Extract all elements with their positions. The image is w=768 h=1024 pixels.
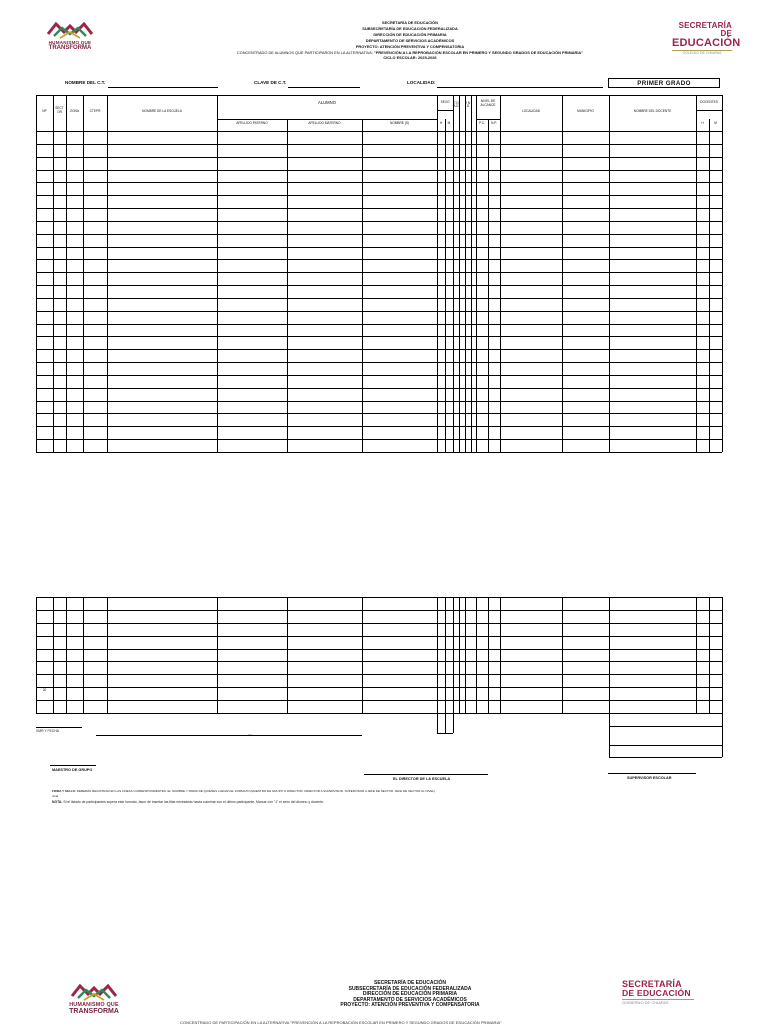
footer-logo-right-line3: GOBIERNO DE CHIAPAS: [622, 999, 694, 1005]
footer-logo-right-line2: DE EDUCACIÓN: [622, 988, 691, 998]
firma-sello-text: DEBERÁN REGISTRAR EN LAS LÍNEAS CORRESPONDIENTES, EL NOMBRE Y FIRMA DE QUIENES LLENAN EL FORMATO (MAESTRO DE GRUPO O DIRECTOR, DIRECTOR A SUPERVISOR, SUPERVISOR A JEFE DE SECTOR, JEFE DE SECTOR AL NIVEL): [76, 789, 436, 793]
footer-cut-line: CONCENTRADO DE PARTICIPACIÓN EN LA ALTERNATIVA "PREVENCIÓN A LA REPROBACIÓN ESCOLAR EN PRIMERO Y SEGUNDO GRADOS DE EDUCACIÓN PRIMARIA": [180, 1020, 502, 1024]
table-grid-line: [83, 95, 84, 452]
table-grid-line: [36, 610, 722, 611]
col-sexo-m: M: [447, 121, 451, 125]
table-grid-line: [476, 119, 500, 120]
table-grid-line: [476, 95, 477, 452]
footer-header-line-5: PROYECTO: ATENCIÓN PREVENTIVA Y COMPENSATORIA: [340, 1002, 480, 1009]
table-grid-line: [445, 597, 446, 713]
director-label: EL DIRECTOR DE LA ESCUELA: [393, 777, 451, 781]
table-grid-line: [437, 713, 438, 733]
table-grid-line: [36, 362, 722, 363]
nombre-ct-line[interactable]: [108, 87, 218, 88]
table-grid-line: [488, 597, 489, 713]
table-grid-line: [609, 757, 722, 758]
col-nombres-header: NOMBRE (S): [389, 121, 410, 125]
logo-left-line2: TRANSFORMA: [48, 45, 92, 51]
table-grid-line: [476, 597, 477, 713]
col-apellido-materno-header: APELLIDO MATERNO: [308, 121, 341, 125]
table-grid-line: [709, 597, 710, 713]
localidad-label: LOCALIDAD:: [407, 80, 436, 85]
footer-logo-left-line2: TRANSFORMA: [69, 1008, 119, 1015]
supervisor-line[interactable]: [608, 773, 696, 774]
table-grid-line: [66, 597, 67, 713]
table-grid-line: [36, 674, 722, 675]
table-grid-line: [362, 597, 363, 713]
table-grid-line: [36, 95, 722, 96]
header-line-4: DEPARTAMENTO DE SERVICIOS ACADÉMICOS: [365, 37, 455, 43]
footer-humanismo-mark-icon: [66, 982, 122, 1002]
table-grid-line: [562, 597, 563, 713]
col-ctpr-header: CTEPR: [89, 109, 101, 113]
col-municipio-header: MUNICIPIO: [577, 109, 594, 113]
col-docente-header: NOMBRE DEL DOCENTE: [633, 109, 672, 113]
col-sexo-header: SEXO: [440, 100, 450, 104]
table-grid-line: [36, 413, 722, 414]
header-line-2: SUBSECRETARÍA DE EDUCACIÓN FEDERALIZADA: [362, 25, 458, 31]
table-grid-line: [696, 95, 697, 452]
table-grid-line: [696, 110, 722, 111]
table-grid-line: [453, 597, 454, 713]
table-grid-line: [437, 733, 453, 734]
col-pc-header: P.C.: [479, 121, 485, 125]
table-grid-line: [36, 661, 722, 662]
grado-box: PRIMER GRADO: [608, 78, 720, 88]
table-grid-line: [66, 95, 67, 452]
table-grid-line: [217, 119, 437, 120]
col-localidad-header: LOCALIDAD: [521, 109, 541, 113]
clave-ct-line[interactable]: [288, 87, 360, 88]
ciclo-escolar: CICLO ESCOLAR: 2025-2026: [383, 55, 437, 61]
table-grid-line: [609, 726, 722, 727]
footer-header-line-4: DEPARTAMENTO DE SERVICIOS ACADÉMICOS: [353, 996, 467, 1003]
table-grid-line: [459, 597, 460, 713]
table-grid-line: [453, 713, 454, 733]
table-grid-line: [36, 95, 37, 452]
col-docentes-h: H: [701, 121, 704, 125]
table-grid-line: [53, 95, 54, 452]
table-grid-line: [609, 597, 610, 713]
table-grid-line: [36, 401, 722, 402]
table-grid-line: [609, 713, 610, 757]
table-grid-line: [36, 687, 722, 688]
table-grid-line: [609, 95, 610, 452]
table-grid-line: [609, 745, 722, 746]
firma-sello-note-2: nivel: [52, 794, 59, 798]
table-grid-line: [722, 713, 723, 757]
director-line[interactable]: [364, 774, 488, 775]
col-apellido-paterno-header: APELLIDO PATERNO: [236, 121, 268, 125]
col-sector-header: SECT OR: [55, 106, 64, 114]
nota-note: [52, 800, 324, 804]
firma-sello-label: FIRMA Y SELLO:: [52, 789, 76, 793]
table-grid-line: [437, 95, 438, 452]
table-grid-line: [36, 623, 722, 624]
table-grid-line: [53, 597, 54, 713]
nombre-ct-label: NOMBRE DEL C.T.: [65, 80, 106, 85]
table-grid-line: [36, 208, 722, 209]
table-grid-line: [445, 713, 446, 733]
table-grid-line: [36, 221, 722, 222]
table-grid-line: [36, 597, 37, 713]
concentrado-title: "PREVENCIÓN A LA REPROBACIÓN ESCOLAR EN PRIMERO Y SEGUNDO GRADOS DE EDUCACIÓN PRIMARIA": [373, 49, 584, 55]
table-grid-line: [36, 234, 722, 235]
table-grid-line: [36, 597, 722, 598]
table-grid-line: [500, 597, 501, 713]
col-zona-header: ZONA: [70, 109, 79, 113]
table-grid-line: [287, 597, 288, 713]
footer-logo-right-line1: SECRETARÍA: [622, 979, 682, 989]
footer-header-line-2: SUBSECRETARÍA DE EDUCACIÓN FEDERALIZADA: [348, 985, 472, 992]
maestro-label: MAESTRO DE GRUPO: [52, 768, 93, 772]
col-docentes-header: DOCENTES: [700, 100, 718, 104]
table-grid-line: [453, 95, 454, 452]
localidad-line[interactable]: [437, 87, 603, 88]
table-grid-line: [471, 95, 472, 452]
clave-ct-label: CLAVE DE C.T.: [254, 80, 287, 85]
table-grid-line: [500, 95, 501, 452]
table-grid-line: [36, 131, 722, 132]
header-line-5: PROYECTO: ATENCIÓN PREVENTIVA Y COMPENSATORIA: [355, 43, 465, 49]
col-ind-header: I N D: [465, 101, 471, 109]
footer-header-line-1: SECRETARÍA DE EDUCACIÓN: [374, 980, 446, 986]
table-grid-line: [437, 597, 438, 713]
table-grid-line: [36, 375, 722, 376]
table-grid-line: [217, 597, 218, 713]
table-grid-line: [36, 247, 722, 248]
footer-logo-left-line1: HUMANISMO QUE: [69, 1002, 119, 1008]
table-grid-line: [36, 285, 722, 286]
table-grid-line: [437, 110, 453, 111]
col-sexo-h: H: [439, 121, 443, 125]
table-grid-line: [36, 452, 722, 453]
table-grid-line: [36, 636, 722, 637]
table-grid-line: [36, 272, 722, 273]
humanismo-mark-icon: [44, 20, 96, 40]
header-line-1: SECRETARÍA DE EDUCACIÓN: [382, 20, 438, 25]
footer-secretaria-logo: [622, 980, 694, 1005]
firma-fecha-line[interactable]: [36, 727, 82, 728]
table-grid-line: [217, 95, 218, 452]
table-grid-line: [36, 439, 722, 440]
table-grid-line: [36, 311, 722, 312]
col-edad-header: E D A D: [453, 101, 459, 109]
table-grid-line: [107, 597, 108, 713]
logo-right-line3: COLEGIO DE CHIAPAS: [672, 50, 732, 56]
table-grid-line: [36, 298, 722, 299]
table-grid-line: [36, 426, 722, 427]
footer-humanismo-logo: [58, 982, 130, 1015]
concentrado-prefix: CONCENTRADO DE ALUMNOS QUE PARTICIPARON EN LA ALTERNATIVA:: [236, 49, 374, 55]
nota-label: NOTA:: [52, 800, 63, 804]
row-mark-30: 30: [42, 688, 47, 692]
table-grid-line: [696, 597, 697, 713]
table-grid-line: [36, 144, 722, 145]
supervisor-label: SUPERVISOR ESCOLAR: [627, 776, 672, 780]
table-grid-line: [562, 95, 563, 452]
secretaria-logo: [672, 21, 741, 56]
table-grid-line: [459, 95, 460, 452]
table-grid-line: [36, 182, 722, 183]
table-grid-line: [36, 324, 722, 325]
col-alumno-header: ALUMNO: [318, 100, 336, 105]
dash-mark: __: [248, 731, 252, 735]
firma-sello-note: [52, 789, 435, 793]
logo-left-line1: HUMANISMO QUE: [48, 40, 92, 45]
firma-fecha-label: VMR Y FECHA: [36, 729, 60, 733]
header-line-3: DIRECCIÓN DE EDUCACIÓN PRIMARIA: [373, 31, 447, 37]
col-np-header: NP: [42, 109, 47, 113]
table-grid-line: [36, 713, 722, 714]
document-header: [200, 20, 620, 61]
table-grid-line: [722, 95, 723, 452]
table-grid-line: [36, 649, 722, 650]
footer-header-line-3: DIRECCIÓN DE EDUCACIÓN PRIMARIA: [362, 991, 458, 998]
table-grid-line: [107, 95, 108, 452]
table-grid-line: [36, 349, 722, 350]
table-grid-line: [36, 336, 722, 337]
table-grid-line: [36, 170, 722, 171]
table-grid-line: [36, 259, 722, 260]
maestro-line[interactable]: [50, 765, 96, 766]
logo-right-line2: EDUCACIÓN: [672, 37, 741, 49]
table-grid-line: [465, 95, 466, 452]
table-grid-line: [36, 157, 722, 158]
col-np2-header: N.P.: [491, 121, 497, 125]
humanismo-logo: [35, 20, 105, 51]
table-grid-line: [722, 597, 723, 713]
footer-header: [250, 981, 570, 1009]
nota-text: Si el listado de participantes supera este formato, favor de insertar las filas necesarias hasta culminar con el último participante. Marcar con "1" el sexo del alumno y docente.: [62, 800, 325, 804]
table-grid-line: [36, 388, 722, 389]
table-grid-line: [465, 597, 466, 713]
table-grid-line: [83, 597, 84, 713]
fecha-line-long[interactable]: [96, 735, 362, 736]
col-escuela-header: NOMBRE DE LA ESCUELA: [142, 109, 182, 113]
col-docentes-m: M: [714, 121, 717, 125]
logo-right-line1: SECRETARÍA DE: [678, 21, 732, 38]
table-grid-line: [36, 195, 722, 196]
table-grid-line: [36, 700, 722, 701]
col-nivel-header: NIVEL DE ALCANCE: [480, 99, 496, 107]
